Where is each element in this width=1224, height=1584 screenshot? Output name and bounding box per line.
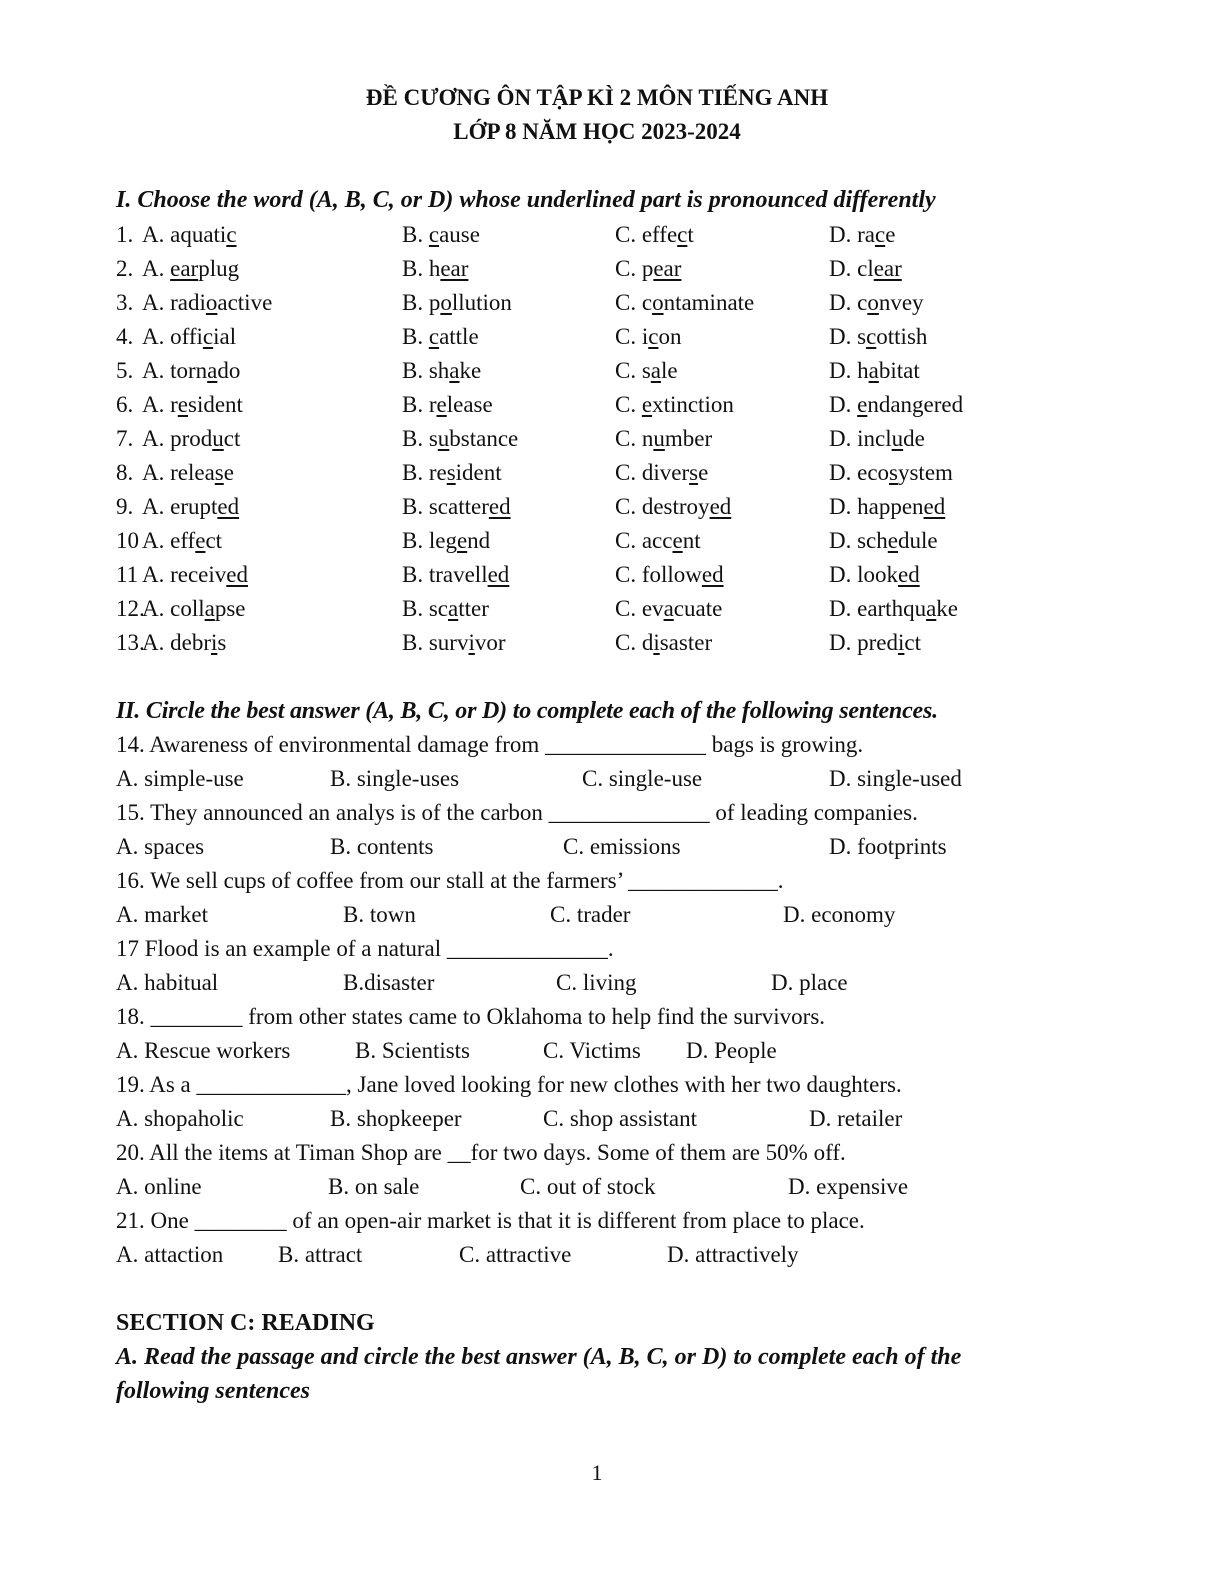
question-row bbox=[0, 594, 1224, 628]
option-c: C. extinction bbox=[615, 392, 734, 417]
underlined-part: ear bbox=[170, 256, 199, 281]
answer-option: C. living bbox=[556, 970, 637, 995]
underlined-part: s bbox=[214, 460, 224, 485]
option-a: A. official bbox=[142, 324, 237, 349]
option-c: C. destroyed bbox=[615, 494, 732, 519]
option-d: D. looked bbox=[829, 562, 920, 587]
underlined-part: e bbox=[641, 392, 653, 417]
underlined-part: u bbox=[891, 426, 904, 451]
option-b: B. travelled bbox=[402, 562, 510, 587]
answer-options bbox=[0, 1036, 1224, 1070]
underlined-part: e bbox=[857, 392, 868, 417]
question-number: 11 bbox=[116, 562, 139, 587]
answer-option: C. trader bbox=[550, 902, 631, 927]
underlined-part: ear bbox=[873, 256, 902, 281]
underlined-part: a bbox=[926, 596, 937, 621]
underlined-part: c bbox=[874, 222, 886, 247]
underlined-part: o bbox=[867, 290, 879, 315]
answer-option: A. attaction bbox=[116, 1242, 224, 1267]
option-b: B. substance bbox=[402, 426, 519, 451]
underlined-part: e bbox=[887, 528, 898, 553]
option-a: A. earplug bbox=[142, 256, 240, 281]
option-a: A. aquatic bbox=[142, 222, 237, 247]
answer-options bbox=[0, 1240, 1224, 1274]
question-row bbox=[0, 526, 1224, 560]
option-a: A. product bbox=[142, 426, 241, 451]
underlined-part: o bbox=[652, 290, 664, 315]
option-c: C. sale bbox=[615, 358, 678, 383]
section1-heading: I. Choose the word (A, B, C, or D) whose underlined part is pronounced differently bbox=[116, 187, 936, 213]
answer-option: C. out of stock bbox=[520, 1174, 656, 1199]
underlined-part: c bbox=[202, 324, 214, 349]
question-sentence: 16. We sell cups of coffee from our stall at the farmers’ _____________. bbox=[116, 868, 784, 893]
question-sentence: 21. One ________ of an open-air market is that it is different from place to place. bbox=[116, 1208, 865, 1233]
question-row bbox=[0, 220, 1224, 254]
underlined-part: o bbox=[205, 290, 218, 315]
answer-option: B.disaster bbox=[343, 970, 435, 995]
answer-option: A. spaces bbox=[116, 834, 205, 859]
question-number: 7. bbox=[116, 426, 134, 451]
underlined-part: c bbox=[428, 324, 440, 349]
option-d: D. earthquake bbox=[829, 596, 959, 621]
underlined-part: u bbox=[437, 426, 450, 451]
answer-option: D. place bbox=[771, 970, 848, 995]
answer-option: A. simple-use bbox=[116, 766, 244, 791]
question-row bbox=[0, 322, 1224, 356]
option-a: A. debris bbox=[142, 630, 227, 655]
option-a: A. resident bbox=[142, 392, 243, 417]
question-number: 5. bbox=[116, 358, 134, 383]
underlined-part: s bbox=[889, 460, 898, 485]
answer-options bbox=[0, 1104, 1224, 1138]
option-b: B. shake bbox=[402, 358, 482, 383]
answer-option: C. shop assistant bbox=[543, 1106, 697, 1131]
question-number: 4. bbox=[116, 324, 134, 349]
option-c: C. number bbox=[615, 426, 713, 451]
option-a: A. release bbox=[142, 460, 234, 485]
underlined-part: i bbox=[897, 630, 905, 655]
option-c: C. pear bbox=[615, 256, 682, 281]
answer-option: B. shopkeeper bbox=[330, 1106, 462, 1131]
underlined-part: ed bbox=[898, 562, 920, 587]
section3-heading: SECTION C: READING bbox=[116, 1310, 375, 1336]
answer-option: D. attractively bbox=[667, 1242, 799, 1267]
option-c: C. effect bbox=[615, 222, 694, 247]
answer-option: A. Rescue workers bbox=[116, 1038, 291, 1063]
option-c: C. disaster bbox=[615, 630, 713, 655]
question-row bbox=[0, 288, 1224, 322]
question-sentence: 20. All the items at Timan Shop are __for two days. Some of them are 50% off. bbox=[116, 1140, 846, 1165]
option-a: A. effect bbox=[142, 528, 223, 553]
underlined-part: e bbox=[436, 392, 447, 417]
question-sentence: 15. They announced an analys is of the carbon ______________ of leading companies. bbox=[116, 800, 918, 825]
answer-option: A. habitual bbox=[116, 970, 219, 995]
underlined-part: a bbox=[663, 596, 674, 621]
option-d: D. predict bbox=[829, 630, 921, 655]
underlined-part: c bbox=[866, 324, 877, 349]
question-sentence: 18. ________ from other states came to Oklahoma to help find the survivors. bbox=[116, 1004, 826, 1029]
option-a: A. collapse bbox=[142, 596, 246, 621]
question-row bbox=[0, 560, 1224, 594]
underlined-part: e bbox=[177, 392, 188, 417]
answer-option: D. People bbox=[686, 1038, 777, 1063]
answer-option: C. emissions bbox=[563, 834, 681, 859]
underlined-part: c bbox=[677, 222, 688, 247]
option-b: B. survivor bbox=[402, 630, 506, 655]
option-c: C. icon bbox=[615, 324, 682, 349]
answer-option: D. single-used bbox=[829, 766, 962, 791]
question-number: 12. bbox=[116, 596, 145, 621]
underlined-part: s bbox=[689, 460, 699, 485]
question-row bbox=[0, 424, 1224, 458]
option-a: A. erupted bbox=[142, 494, 240, 519]
option-b: B. pollution bbox=[402, 290, 512, 315]
answer-options bbox=[0, 1172, 1224, 1206]
underlined-part: e bbox=[195, 528, 206, 553]
option-d: D. ecosystem bbox=[829, 460, 953, 485]
answer-option: A. market bbox=[116, 902, 208, 927]
option-d: D. habitat bbox=[829, 358, 920, 383]
answer-option: A. online bbox=[116, 1174, 202, 1199]
option-a: A. tornado bbox=[142, 358, 241, 383]
underlined-part: ed bbox=[226, 562, 249, 587]
underlined-part: i bbox=[468, 630, 475, 655]
option-c: C. accent bbox=[615, 528, 701, 553]
section2-heading: II. Circle the best answer (A, B, C, or D) to complete each of the following sentences. bbox=[116, 698, 938, 724]
option-a: A. radioactive bbox=[142, 290, 273, 315]
question-row bbox=[0, 254, 1224, 288]
question-number: 6. bbox=[116, 392, 134, 417]
option-b: B. resident bbox=[402, 460, 502, 485]
option-c: C. followed bbox=[615, 562, 724, 587]
underlined-part: ed bbox=[488, 494, 511, 519]
underlined-part: a bbox=[449, 358, 460, 383]
answer-option: B. town bbox=[343, 902, 416, 927]
underlined-part: i bbox=[210, 630, 218, 655]
question-row bbox=[0, 356, 1224, 390]
underlined-part: a bbox=[207, 358, 218, 383]
option-d: D. happened bbox=[829, 494, 946, 519]
option-d: D. include bbox=[829, 426, 925, 451]
option-b: B. scatter bbox=[402, 596, 489, 621]
underlined-part: ed bbox=[701, 562, 724, 587]
underlined-part: ed bbox=[217, 494, 240, 519]
underlined-part: i bbox=[653, 630, 660, 655]
answer-option: C. single-use bbox=[582, 766, 703, 791]
answer-option: B. contents bbox=[330, 834, 434, 859]
question-number: 2. bbox=[116, 256, 134, 281]
underlined-part: e bbox=[672, 528, 683, 553]
option-b: B. hear bbox=[402, 256, 469, 281]
answer-option: B. Scientists bbox=[355, 1038, 471, 1063]
question-row bbox=[0, 458, 1224, 492]
option-d: D. endangered bbox=[829, 392, 964, 417]
question-row bbox=[0, 390, 1224, 424]
section3-subheading-line1: A. Read the passage and circle the best answer (A, B, C, or D) to complete each of the bbox=[116, 1344, 962, 1370]
underlined-part: ed bbox=[923, 494, 946, 519]
answer-option: B. attract bbox=[278, 1242, 363, 1267]
option-b: B. release bbox=[402, 392, 493, 417]
answer-options bbox=[0, 832, 1224, 866]
underlined-part: c bbox=[226, 222, 237, 247]
doc-title-line1: ĐỀ CƯƠNG ÔN TẬP KÌ 2 MÔN TIẾNG ANH bbox=[365, 85, 829, 110]
answer-option: A. shopaholic bbox=[116, 1106, 244, 1131]
underlined-part: o bbox=[440, 290, 452, 315]
answer-option: B. on sale bbox=[328, 1174, 420, 1199]
option-b: B. scattered bbox=[402, 494, 511, 519]
answer-option: D. expensive bbox=[788, 1174, 909, 1199]
question-number: 3. bbox=[116, 290, 134, 315]
option-c: C. evacuate bbox=[615, 596, 723, 621]
question-number: 10 bbox=[116, 528, 139, 553]
underlined-part: ear bbox=[440, 256, 469, 281]
option-d: D. race bbox=[829, 222, 896, 247]
question-sentence: 17 Flood is an example of a natural ______________. bbox=[116, 936, 614, 961]
underlined-part: a bbox=[650, 358, 662, 383]
underlined-part: a bbox=[868, 358, 879, 383]
underlined-part: c bbox=[428, 222, 440, 247]
question-sentence: 14. Awareness of environmental damage from ______________ bags is growing. bbox=[116, 732, 864, 757]
page-number: 1 bbox=[591, 1460, 603, 1485]
option-b: B. cause bbox=[402, 222, 480, 247]
underlined-part: a bbox=[204, 596, 215, 621]
answer-options bbox=[0, 900, 1224, 934]
option-b: B. cattle bbox=[402, 324, 479, 349]
question-sentence: 19. As a _____________, Jane loved looking for new clothes with her two daughters. bbox=[116, 1072, 902, 1097]
answer-option: D. retailer bbox=[809, 1106, 903, 1131]
option-d: D. clear bbox=[829, 256, 902, 281]
answer-option: D. economy bbox=[783, 902, 896, 927]
answer-option: B. single-uses bbox=[330, 766, 460, 791]
doc-title-line2: LỚP 8 NĂM HỌC 2023-2024 bbox=[453, 119, 741, 144]
answer-option: C. Victims bbox=[543, 1038, 641, 1063]
underlined-part: ed bbox=[709, 494, 732, 519]
question-number: 1. bbox=[116, 222, 134, 247]
option-c: C. contaminate bbox=[615, 290, 755, 315]
option-d: D. scottish bbox=[829, 324, 928, 349]
question-row bbox=[0, 492, 1224, 526]
underlined-part: s bbox=[446, 460, 456, 485]
option-a: A. received bbox=[142, 562, 249, 587]
underlined-part: e bbox=[456, 528, 468, 553]
section3-subheading-line2: following sentences bbox=[116, 1378, 311, 1404]
underlined-part: ear bbox=[653, 256, 682, 281]
option-b: B. legend bbox=[402, 528, 491, 553]
question-number: 9. bbox=[116, 494, 134, 519]
underlined-part: u bbox=[653, 426, 665, 451]
option-d: D. convey bbox=[829, 290, 924, 315]
question-row bbox=[0, 628, 1224, 662]
answer-options bbox=[0, 968, 1224, 1002]
answer-option: C. attractive bbox=[459, 1242, 572, 1267]
option-c: C. diverse bbox=[615, 460, 709, 485]
question-number: 13. bbox=[116, 630, 145, 655]
underlined-part: u bbox=[212, 426, 224, 451]
underlined-part: c bbox=[648, 324, 659, 349]
option-d: D. schedule bbox=[829, 528, 938, 553]
answer-option: D. footprints bbox=[829, 834, 947, 859]
underlined-part: ed bbox=[487, 562, 510, 587]
question-number: 8. bbox=[116, 460, 134, 485]
answer-options bbox=[0, 764, 1224, 798]
underlined-part: a bbox=[448, 596, 459, 621]
